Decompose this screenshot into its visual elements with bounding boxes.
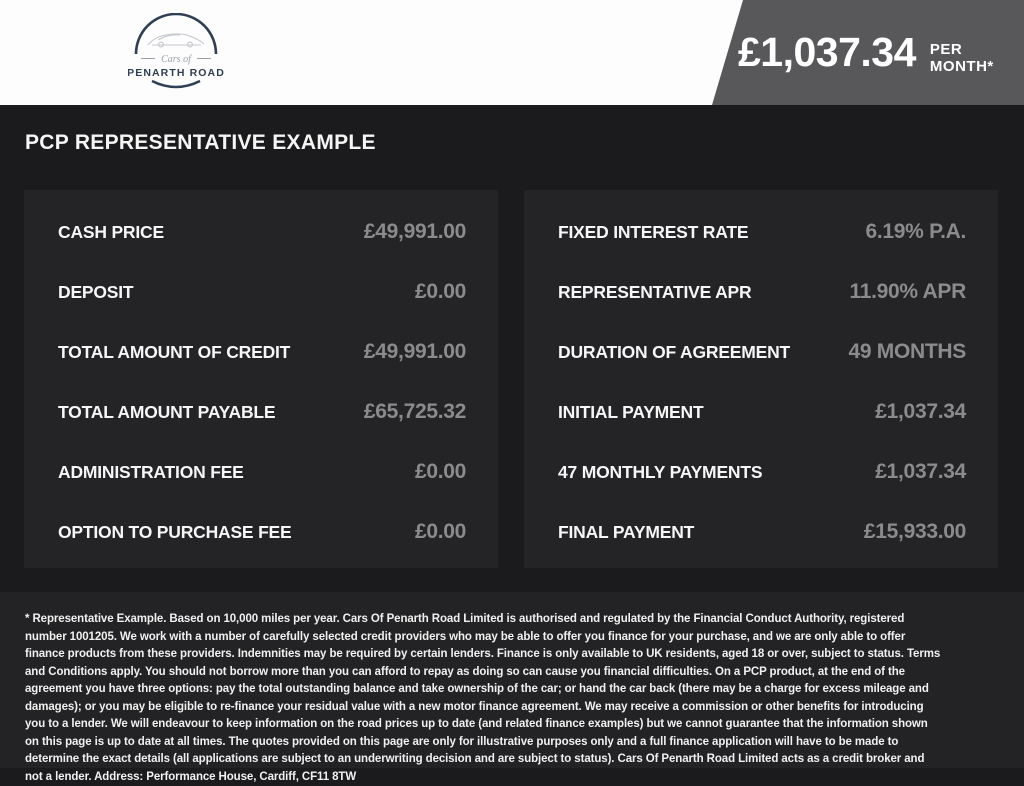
finance-value: 11.90% APR [849, 280, 966, 303]
header [0, 0, 1024, 105]
finance-label: REPRESENTATIVE APR [558, 281, 752, 302]
finance-row-interest-rate [558, 220, 966, 244]
finance-value: £49,991.00 [363, 340, 466, 363]
finance-row-initial-payment [558, 400, 966, 424]
car-sketch-icon [148, 34, 204, 47]
finance-value: £65,725.32 [363, 400, 466, 423]
finance-label: CASH PRICE [58, 221, 164, 242]
finance-value: £49,991.00 [363, 220, 466, 243]
monthly-price-period: PER MONTH* [929, 40, 994, 75]
disclaimer-text: * Representative Example. Based on 10,000 miles per year. Cars Of Penarth Road Limited is authorised and regulated by the Financial Conduct Authority, registered number 1001205. We work with a number of carefully selected credit providers who may be able to offer you finance for your purchase, and we are only able to offer finance products from these providers. Indemnities may be required by certain lenders. Finance is only available to UK residents, aged 18 or over, subject to status. Terms and Conditions apply. You should not borrow more than you can afford to repay as doing so can cause you financial difficulties. On a PCP product, at the end of the agreement you have three options: pay the total outstanding balance and take ownership of the car; or hand the car back (there may be a charge for excess mileage and damages); or you may be eligible to re-finance your residual value with a new motor finance agreement. We may receive a commission or other benefits for introducing you to a lender. We will endeavour to keep information on the road prices up to date (and related finance examples) but we cannot guarantee that the information shown on this page is up to date at all times. The quotes provided on this page are only for illustrative purposes only and a full finance application will have to be made to determine the exact details (all applications are subject to an underwriting decision and are subject to status). Cars Of Penarth Road Limited acts as a credit broker and not a lender. Address: Performance House, Cardiff, CF11 8TW [25, 613, 941, 783]
finance-label: TOTAL AMOUNT OF CREDIT [58, 341, 291, 362]
finance-panel-right [524, 190, 998, 568]
finance-label: ADMINISTRATION FEE [58, 461, 244, 482]
finance-value: £1,037.34 [875, 400, 966, 423]
finance-row-duration [558, 340, 966, 364]
finance-row-cash-price [58, 220, 466, 244]
finance-row-total-payable [58, 400, 466, 424]
logo-name-text: PENARTH ROAD [128, 67, 224, 79]
footer [0, 592, 1024, 783]
finance-row-apr [558, 280, 966, 304]
finance-label: FINAL PAYMENT [558, 521, 695, 542]
finance-label: TOTAL AMOUNT PAYABLE [58, 401, 276, 422]
finance-row-deposit [58, 280, 466, 304]
finance-row-final-payment [558, 520, 966, 544]
dealer-logo[interactable] [128, 13, 224, 93]
page-title: PCP REPRESENTATIVE EXAMPLE [25, 131, 376, 154]
finance-label: OPTION TO PURCHASE FEE [58, 521, 292, 542]
finance-value: £0.00 [414, 520, 466, 543]
finance-row-option-fee [58, 520, 466, 544]
finance-label: INITIAL PAYMENT [558, 401, 704, 422]
finance-row-monthly-payments [558, 460, 966, 484]
finance-row-total-credit [58, 340, 466, 364]
finance-value: £1,037.34 [875, 460, 966, 483]
finance-value: £15,933.00 [863, 520, 966, 543]
finance-label: FIXED INTEREST RATE [558, 221, 749, 242]
monthly-price [738, 0, 1014, 105]
finance-value: 49 MONTHS [848, 340, 966, 363]
finance-panel-left [24, 190, 498, 568]
finance-value: 6.19% P.A. [865, 220, 966, 243]
finance-label: 47 MONTHLY PAYMENTS [558, 461, 763, 482]
finance-label: DURATION OF AGREEMENT [558, 341, 791, 362]
finance-label: DEPOSIT [58, 281, 134, 302]
logo-script-text: Cars of [161, 54, 191, 65]
finance-value: £0.00 [414, 460, 466, 483]
dealer-logo-icon [128, 13, 224, 93]
finance-example-section [0, 105, 1024, 592]
finance-row-admin-fee [58, 460, 466, 484]
monthly-price-amount: £1,037.34 [738, 29, 916, 75]
finance-value: £0.00 [414, 280, 466, 303]
